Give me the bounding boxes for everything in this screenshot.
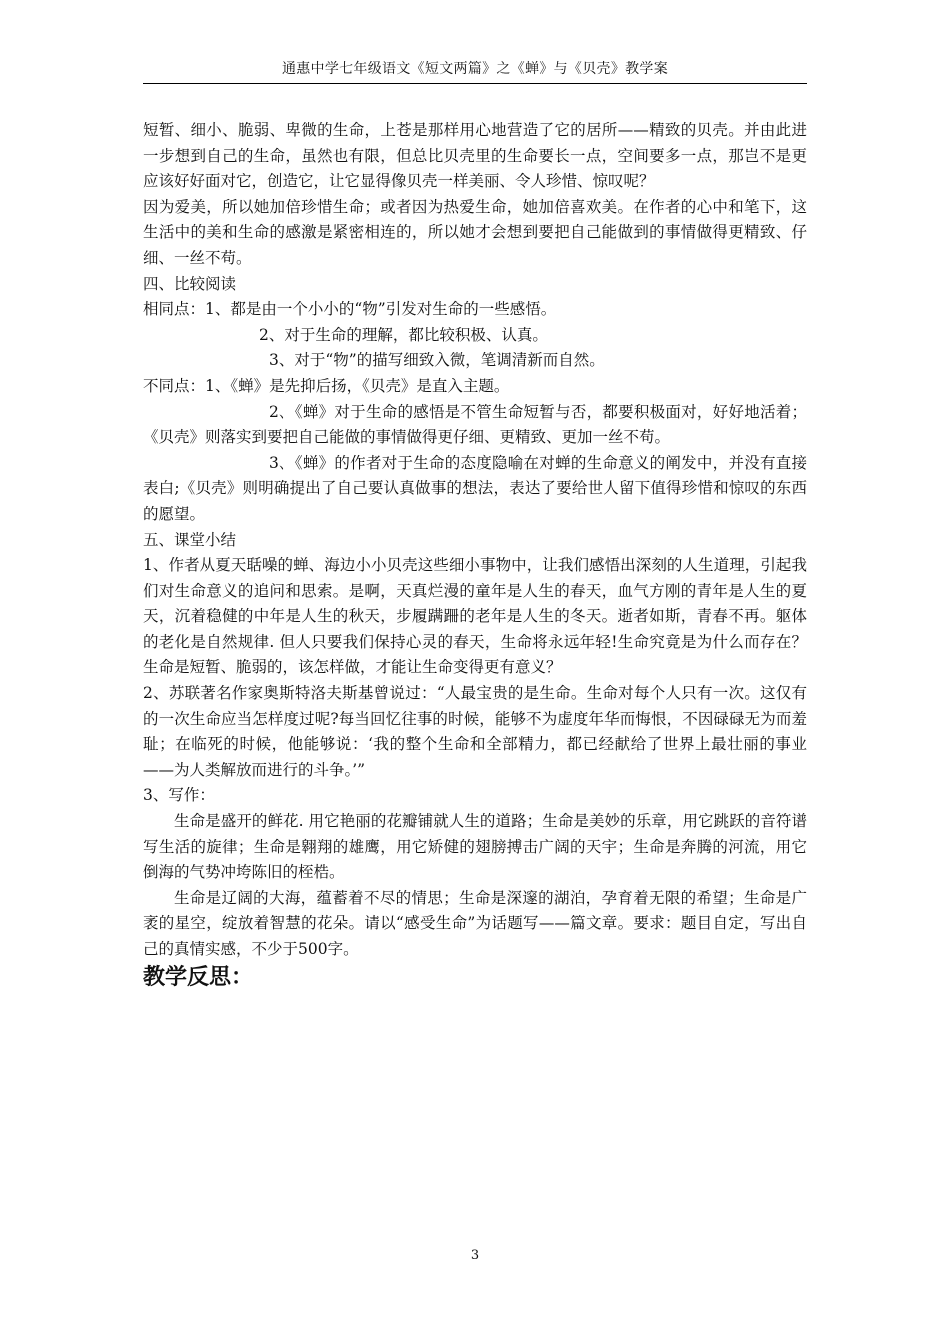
running-header: 通惠中学七年级语文《短文两篇》之《蝉》与《贝壳》教学案 — [281, 61, 669, 77]
paragraph: 生命是盛开的鲜花. 用它艳丽的花瓣铺就人生的道路；生命是美妙的乐章，用它跳跃的音符谱写生活的旋律；生命是翱翔的雄鹰，用它矫健的翅膀搏击广阔的天宇；生命是奔腾的河流，用它倒海的气势冲垮陈旧的桎梏。 — [143, 812, 807, 882]
list-item: 不同点：1、《蝉》是先抑后扬，《贝壳》是直入主题。 — [143, 376, 510, 395]
list-item: 3、对于“物”的描写细致入微，笔调清新而自然。 — [269, 351, 605, 370]
header-divider — [143, 83, 807, 84]
paragraph: 因为爱美，所以她加倍珍惜生命；或者因为热爱生命，她加倍喜欢美。在作者的心中和笔下，这生活中的美和生命的感激是紧密相连的，所以她才会想到要把自己能做到的事情做得更精致、仔细、一丝不苟。 — [143, 197, 807, 267]
paragraph: 2、苏联著名作家奥斯特洛夫斯基曾说过：“人最宝贵的是生命。生命对每个人只有一次。这仅有的一次生命应当怎样度过呢?每当回忆往事的时候，能够不为虚度年华而悔恨，不因碌碌无为而羞耻；在临死的时候，他能够说：‘我的整个生命和全部精力，都已经献给了世界上最壮丽的事业——为人类解放而进行的斗争。’” — [143, 684, 807, 779]
paragraph: 1、作者从夏天聒噪的蝉、海边小小贝壳这些细小事物中，让我们感悟出深刻的人生道理，引起我们对生命意义的追问和思索。是啊，天真烂漫的童年是人生的春天，血气方刚的青年是人生的夏天，沉着稳健的中年是人生的秋天，步履蹒跚的老年是人生的冬天。逝者如斯，青春不再。躯体的老化是自然规律. 但人只要我们保持心灵的春天，生命将永远年轻!生命究竟是为什么而存在？生命是短暂、脆弱的，该怎样做，才能让生命变得更有意义？ — [143, 556, 807, 677]
paragraph: 3、写作： — [143, 786, 215, 805]
paragraph: 生命是辽阔的大海，蕴蓄着不尽的情思；生命是深邃的湖泊，孕育着无限的希望；生命是广袤的星空，绽放着智慧的花朵。请以“感受生命”为话题写——篇文章。要求：题目自定，写出自己的真情实感，不少于500字。 — [143, 888, 807, 958]
section-heading: 四、比较阅读 — [143, 274, 237, 293]
list-item: 2、对于生命的理解，都比较积极、认真。 — [259, 325, 548, 344]
list-item: 2､《蝉》对于生命的感悟是不管生命短暂与否，都要积极面对，好好地活着；《贝壳》则落实到要把自己能做的事情做得更仔细、更精致、更加一丝不苟。 — [143, 402, 807, 447]
reflection-heading: 教学反思： — [143, 964, 254, 990]
page-number: 3 — [470, 1248, 480, 1263]
paragraph: 短暂、细小、脆弱、卑微的生命，上苍是那样用心地营造了它的居所——精致的贝壳。并由此进一步想到自己的生命，虽然也有限，但总比贝壳里的生命要长一点，空间要多一点，那岂不是更应该好好面对它，创造它，让它显得像贝壳一样美丽、令人珍惜、惊叹呢？ — [143, 121, 807, 191]
document-body — [143, 118, 807, 993]
section-heading: 五、课堂小结 — [143, 530, 237, 549]
list-item: 3､《蝉》的作者对于生命的态度隐喻在对蝉的生命意义的阐发中，并没有直接表白;《贝壳》则明确提出了自己要认真做事的想法，表达了要给世人留下值得珍惜和惊叹的东西的愿望。 — [143, 453, 807, 523]
list-item: 相同点：1、都是由一个小小的“物”引发对生命的一些感悟。 — [143, 300, 557, 319]
